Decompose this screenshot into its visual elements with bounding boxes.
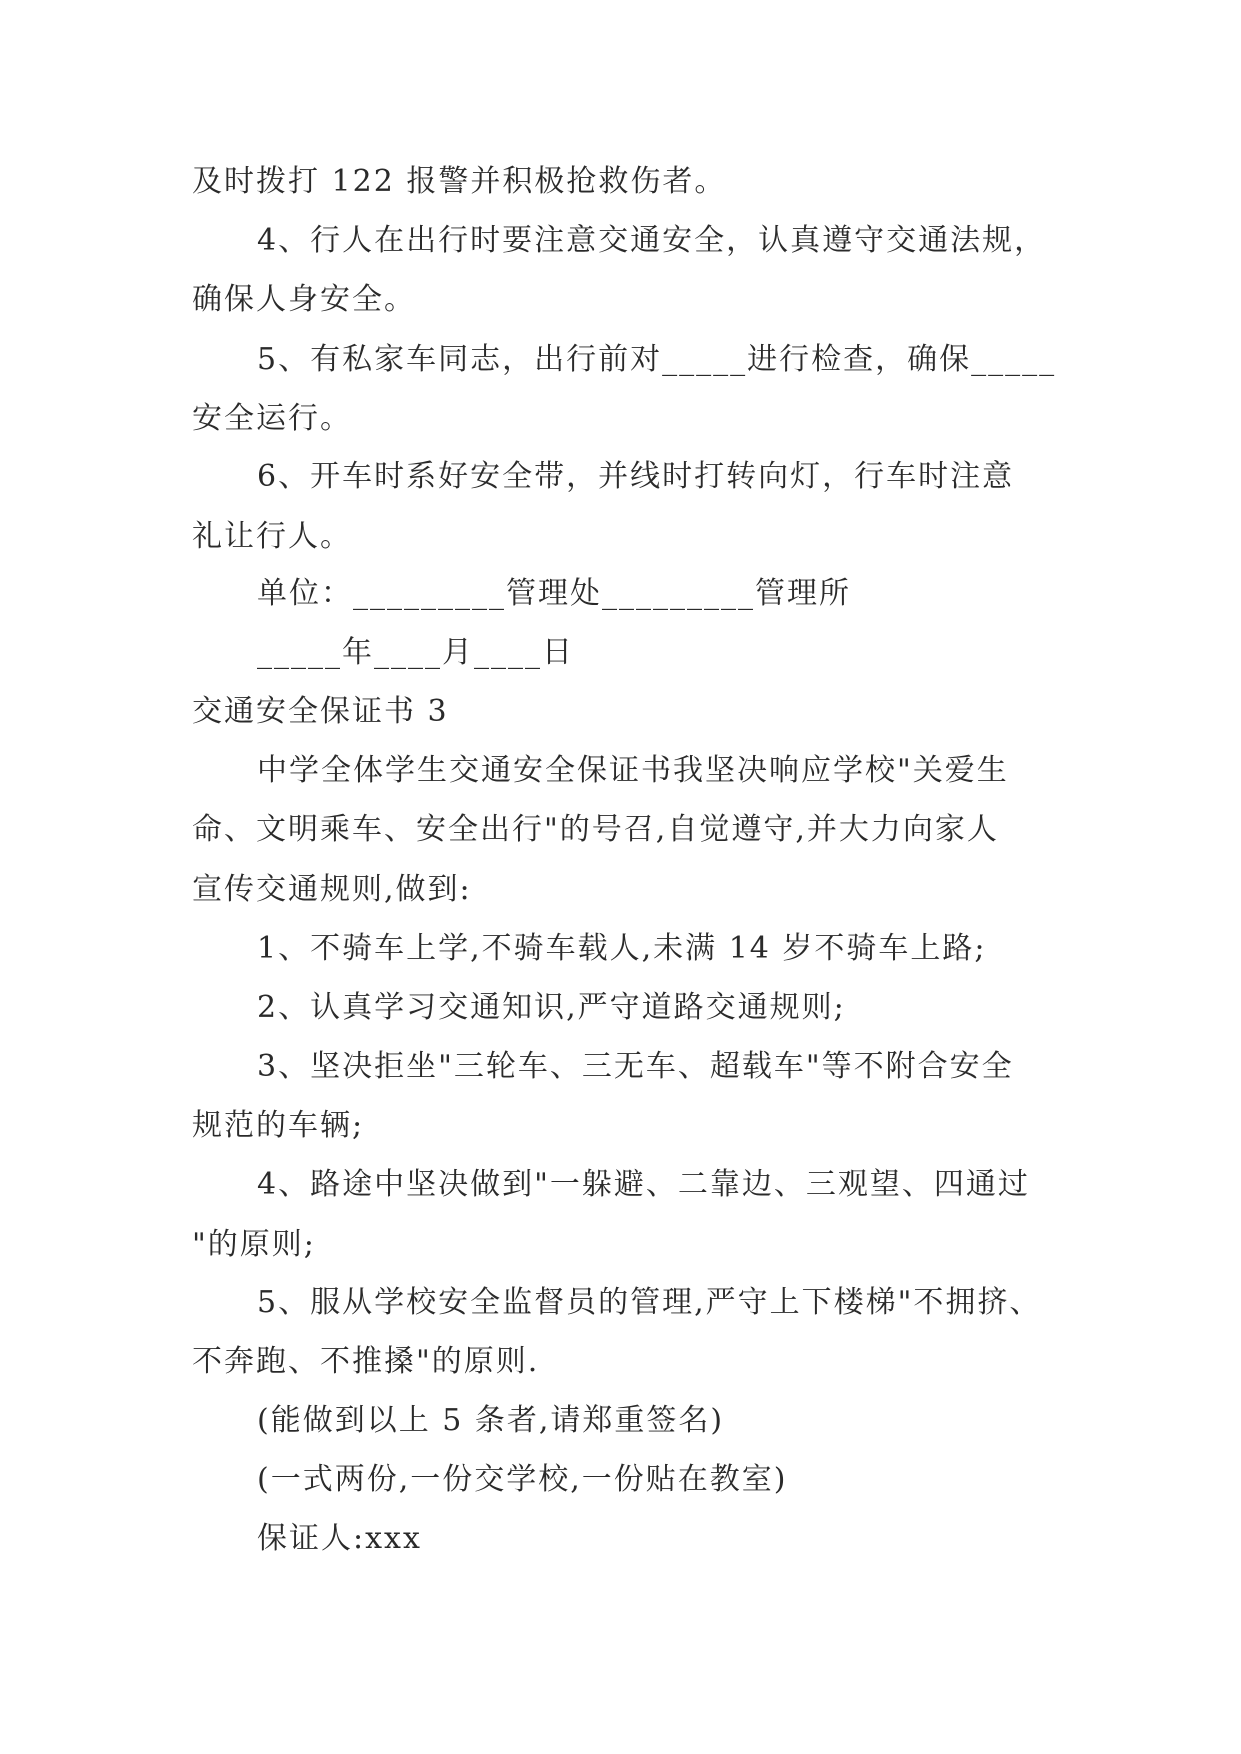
paragraph-line: 确保人身安全。 — [192, 282, 416, 317]
paragraph-line: (一式两份,一份交学校,一份贴在教室) — [257, 1462, 788, 1497]
unit-line: 单位：_________管理处_________管理所 — [257, 576, 851, 611]
date-line: _____年____月____日 — [257, 635, 574, 670]
paragraph-line: 中学全体学生交通安全保证书我坚决响应学校"关爱生 — [257, 753, 1009, 788]
section-title: 交通安全保证书 3 — [192, 694, 449, 729]
paragraph-line: 4、行人在出行时要注意交通安全，认真遵守交通法规， — [257, 223, 1047, 258]
paragraph-line: 礼让行人。 — [192, 519, 352, 554]
paragraph-line: "的原则; — [192, 1227, 316, 1262]
paragraph-line: 命、文明乘车、安全出行"的号召,自觉遵守,并大力向家人 — [192, 812, 999, 847]
paragraph-line: 2、认真学习交通知识,严守道路交通规则; — [257, 990, 846, 1025]
paragraph-line: 安全运行。 — [192, 401, 352, 436]
paragraph-line: 1、不骑车上学,不骑车载人,未满 14 岁不骑车上路; — [257, 931, 987, 966]
paragraph-line: 宣传交通规则,做到: — [192, 872, 472, 907]
paragraph-line: 3、坚决拒坐"三轮车、三无车、超载车"等不附合安全 — [257, 1049, 1014, 1084]
paragraph-line: 5、有私家车同志，出行前对_____进行检查，确保_____ — [257, 342, 1057, 377]
paragraph-line: 4、路途中坚决做到"一躲避、二靠边、三观望、四通过 — [257, 1167, 1030, 1202]
paragraph-line: (能做到以上 5 条者,请郑重签名) — [257, 1403, 725, 1438]
signature-line: 保证人:xxx — [257, 1521, 422, 1556]
paragraph-line: 规范的车辆; — [192, 1108, 365, 1143]
paragraph-line: 不奔跑、不推搡"的原则. — [192, 1344, 540, 1379]
paragraph-line: 及时拨打 122 报警并积极抢救伤者。 — [192, 164, 727, 199]
paragraph-line: 6、开车时系好安全带，并线时打转向灯，行车时注意 — [257, 459, 1015, 494]
paragraph-line: 5、服从学校安全监督员的管理,严守上下楼梯"不拥挤、 — [257, 1285, 1042, 1320]
